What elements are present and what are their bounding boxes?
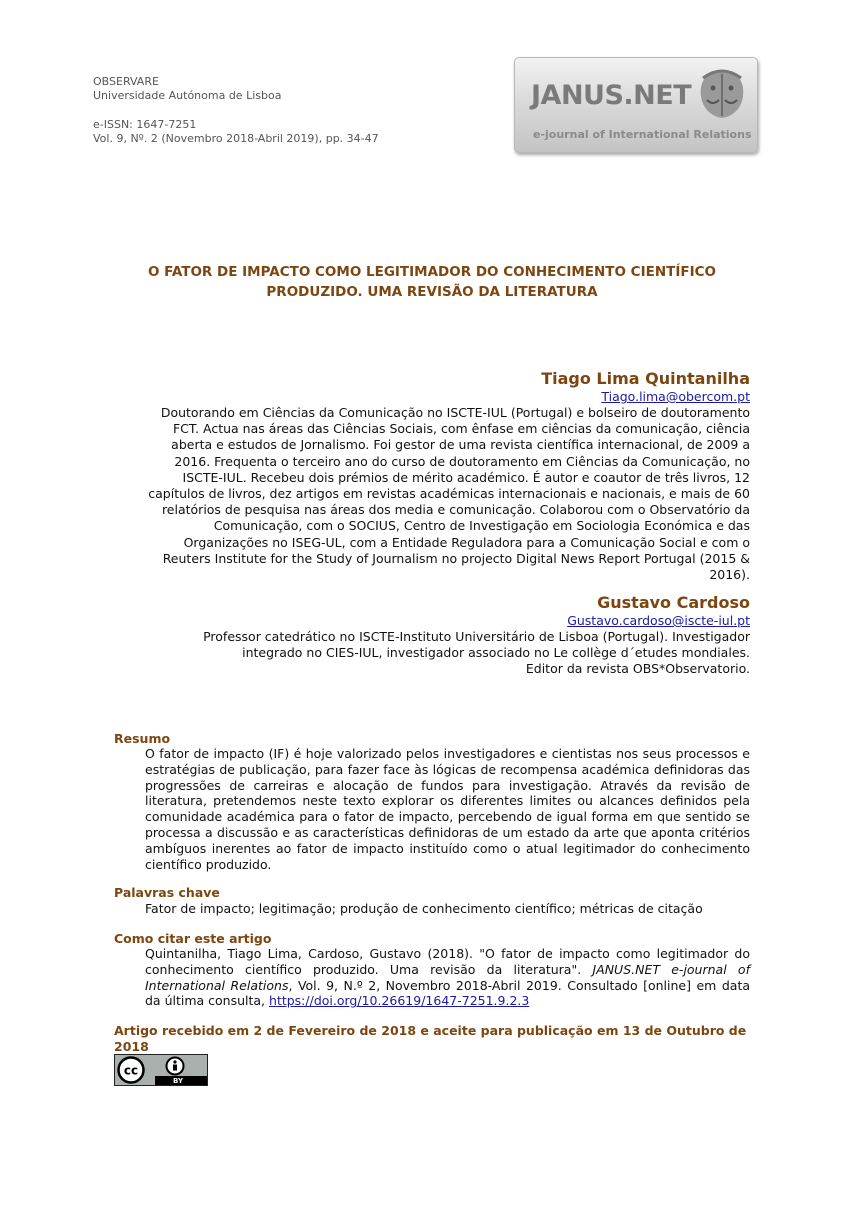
doi-link[interactable]: https://doi.org/10.26619/1647-7251.9.2.3 bbox=[269, 993, 530, 1009]
bio-line: Organizações no ISEG-UL, com a Entidade Reguladora para a Comunicação Social e com o bbox=[183, 534, 750, 550]
article-title-line-2: PRODUZIDO. UMA REVISÃO DA LITERATURA bbox=[266, 284, 598, 300]
author-name: Tiago Lima Quintanilha bbox=[541, 369, 750, 388]
bio-line: 2016. Frequenta o terceiro ano do curso de doutoramento em Ciências da Comunicação, no bbox=[174, 453, 750, 469]
bio-line: 2016). bbox=[709, 567, 750, 583]
bio-line: relatórios de pesquisa nas áreas dos media e comunicação. Colaborou com o Observatório da bbox=[161, 502, 750, 518]
author-email-link[interactable]: Gustavo.cardoso@iscte-iul.pt bbox=[567, 613, 750, 628]
citation-part: , Vol. 9, N.º 2, Novembro 2018-Abril 2019. Consultado [online] em data da última consulta, bbox=[145, 977, 750, 1009]
author-1 bbox=[110, 369, 750, 583]
janus-net-logo[interactable] bbox=[514, 57, 758, 153]
volume-info: Vol. 9, Nº. 2 (Novembro 2018-Abril 2019), pp. 34-47 bbox=[93, 132, 379, 145]
citation-part: Quintanilha, Tiago Lima, Cardoso, Gustavo (2018). "O fator de impacto como legitimador do conhecimento científico produzido. Uma revisão da literatura". bbox=[145, 946, 750, 977]
abstract-text: O fator de impacto (IF) é hoje valorizado pelos investigadores e cientistas nos seus processos e estratégias de publicação, para fazer face às lógicas de recompensa académica definidoras das progressões de carreiras e alocação de fundos para investigação. Através da revisão de literatura, pretendemos neste texto explorar os diferentes limites ou alcances definidos pela comunidade académica para o fator de impacto, percebendo de igual forma em que sentido se processa a discussão e as características definidoras de um estado da arte que aponta critérios ambíguos inerentes ao fator de impacto instituído como o atual legitimador do conhecimento científico produzido. bbox=[145, 746, 750, 872]
journal-header bbox=[93, 75, 379, 146]
keywords-text: Fator de impacto; legitimação; produção de conhecimento científico; métricas de citação bbox=[145, 901, 703, 916]
citation-heading: Como citar este artigo bbox=[114, 931, 272, 946]
bio-line: integrado no CIES-IUL, investigador associado no Le collège d´etudes mondiales. bbox=[242, 645, 750, 661]
author-bio bbox=[110, 629, 750, 678]
creative-commons-badge[interactable] bbox=[114, 1054, 208, 1086]
logo-subtitle: e-journal of International Relations bbox=[533, 128, 752, 141]
bio-line: Editor da revista OBS*Observatorio. bbox=[525, 661, 750, 677]
bio-line: aberta e estudos de Jornalismo. Foi gestor de uma revista científica internacional, de 2009 a bbox=[171, 437, 750, 453]
abstract-heading: Resumo bbox=[114, 731, 171, 746]
received-date: Artigo recebido em 2 de Fevereiro de 2018 e aceite para publicação em 13 de Outubro de 2018 bbox=[114, 1023, 747, 1054]
author-name: Gustavo Cardoso bbox=[597, 593, 750, 612]
cc-label: cc bbox=[123, 1063, 139, 1078]
publisher-name: OBSERVARE bbox=[93, 75, 159, 88]
by-label: BY bbox=[173, 1077, 184, 1085]
bio-line: Reuters Institute for the Study of Journalism no projecto Digital News Report Portugal (2015 & bbox=[162, 550, 750, 566]
citation-journal: JANUS.NET e-journal of International Relations bbox=[145, 961, 750, 993]
logo-title: JANUS.NET bbox=[531, 80, 692, 111]
author-email-link[interactable]: Tiago.lima@obercom.pt bbox=[601, 389, 750, 404]
bio-line: Professor catedrático no ISCTE-Instituto Universitário de Lisboa (Portugal). Investigador bbox=[203, 629, 750, 644]
bio-line: ISCTE-IUL. Recebeu dois prémios de mérito académico. É autor e coautor de três livros, 12 bbox=[182, 469, 750, 485]
keywords-heading: Palavras chave bbox=[114, 885, 220, 900]
bio-line: FCT. Actua nas áreas das Ciências Sociais, com ênfase em ciências da comunicação, ciência bbox=[172, 421, 750, 437]
article-title bbox=[100, 262, 764, 302]
citation-text bbox=[145, 946, 750, 1009]
bio-line: capítulos de livros, dez artigos em revistas académicas internacionais e nacionais, e mais de 60 bbox=[148, 486, 750, 502]
janus-faces-icon bbox=[693, 66, 751, 122]
author-bio bbox=[110, 405, 750, 583]
article-title-line-1: O FATOR DE IMPACTO COMO LEGITIMADOR DO CONHECIMENTO CIENTÍFICO bbox=[148, 264, 716, 280]
university-name: Universidade Autónoma de Lisboa bbox=[93, 89, 282, 102]
author-2 bbox=[110, 593, 750, 678]
bio-line: Doutorando em Ciências da Comunicação no ISCTE-IUL (Portugal) e bolseiro de doutoramento bbox=[160, 405, 750, 420]
bio-line: Comunicação, com o SOCIUS, Centro de Investigação em Sociologia Económica e das bbox=[213, 518, 750, 534]
issn: e-ISSN: 1647-7251 bbox=[93, 118, 197, 131]
